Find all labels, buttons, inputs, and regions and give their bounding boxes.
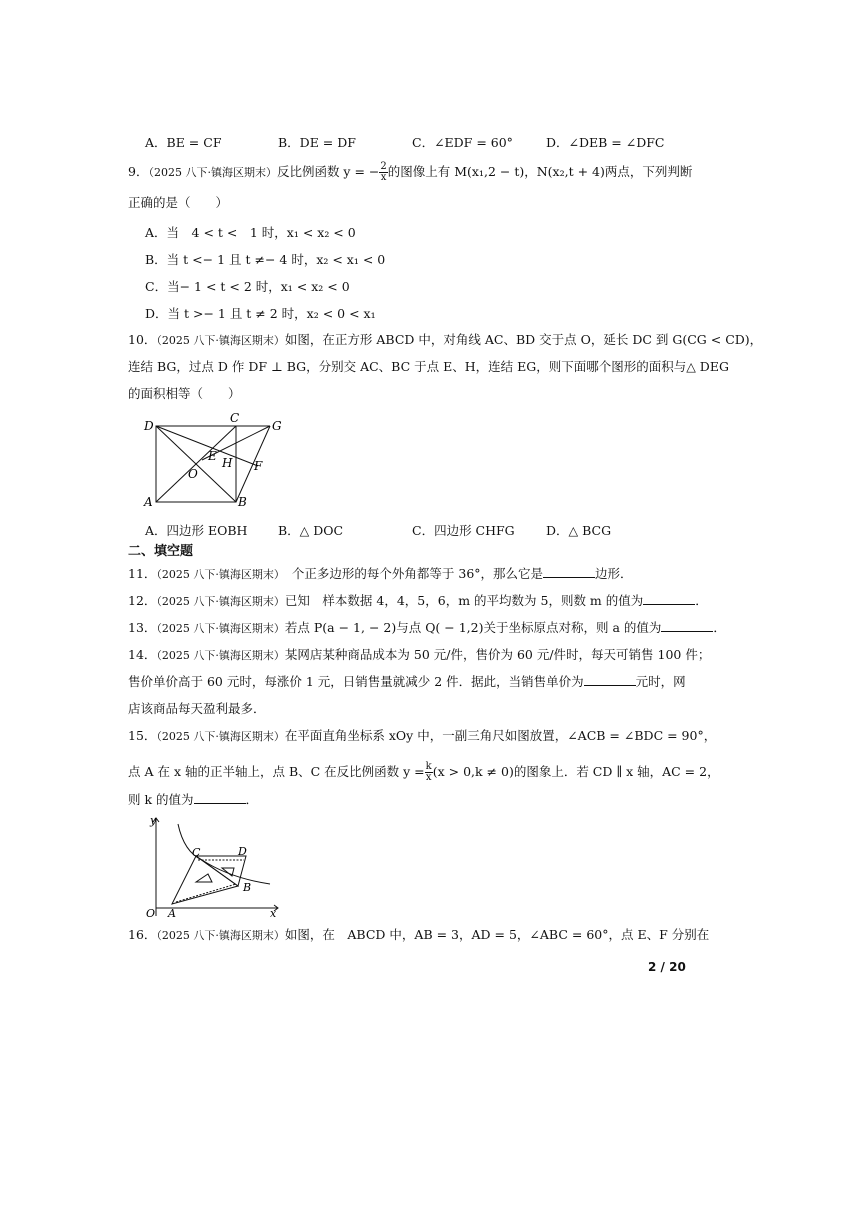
answer-blank <box>643 592 695 605</box>
q14-line-2: 售价单价高于 60 元时，每涨价 1 元，日销售量就减少 2 件．据此，当销售单价为 元时，网 <box>128 674 686 689</box>
question-source: （2025 八下·镇海区期末） <box>156 334 285 347</box>
q10-line-3: 的面积相等（ ） <box>128 386 241 401</box>
answer-blank <box>543 565 595 578</box>
q14-line-1: 14．（2025 八下·镇海区期末）某网店某种商品成本为 50 元/件，售价为 60 元/件时，每天可销售 100 件； <box>128 647 711 662</box>
label-b: B <box>238 495 247 509</box>
q10-option-b: B．△ DOC <box>278 523 344 538</box>
q15-line-3: 则 k 的值为 ． <box>128 792 259 807</box>
label-d: D <box>238 845 247 858</box>
q9-option-d: D．当 t >− 1 且 t ≠ 2 时，x₂ < 0 < x₁ <box>145 306 376 321</box>
q10-square-figure <box>140 410 290 510</box>
q9-line-1: 9．（2025 八下·镇海区期末）反比例函数 y = − $\frac{2}{x}$ 的图像上有 M(x₁,2 − t)，N(x₂,t + 4)两点，下列判断 <box>128 161 693 183</box>
label-h: H <box>222 456 233 470</box>
label-x: x <box>270 907 277 920</box>
q8-option-c: C．∠EDF = 60° <box>412 135 513 150</box>
label-g: G <box>272 419 282 433</box>
label-f: F <box>254 459 263 473</box>
q8-option-d: D．∠DEB = ∠DFC <box>546 135 665 150</box>
label-d: D <box>144 419 154 433</box>
q9-line-2: 正确的是（ ） <box>128 195 229 210</box>
section-heading: 二、填空题 <box>128 544 194 559</box>
q16-line: 16．（2025 八下·镇海区期末）如图，在 ABCD 中，AB = 3，AD = 5，∠ABC = 60°，点 E、F 分别在 <box>128 927 710 942</box>
label-c: C <box>230 411 240 425</box>
q9-option-a: A．当 4 < t < 1 时，x₁ < x₂ < 0 <box>145 225 356 240</box>
label-o: O <box>146 907 156 920</box>
q15-line-1: 15．（2025 八下·镇海区期末）在平面直角坐标系 xOy 中，一副三角尺如图放置，∠ACB = ∠BDC = 90°， <box>128 728 717 743</box>
question-source: （2025 八下·镇海区期末） <box>148 166 277 179</box>
label-o: O <box>188 467 198 481</box>
fraction: $\frac{2}{x}$ <box>380 161 387 183</box>
page-number: 2 / 20 <box>648 960 686 974</box>
fraction: $\frac{k}{x}$ <box>425 761 432 783</box>
q12-line: 12．（2025 八下·镇海区期末）已知 样本数据 4，4，5，6，m 的平均数为 5，则数 m 的值为 ． <box>128 593 708 608</box>
q10-option-a: A．四边形 EOBH <box>145 523 248 538</box>
label-b: B <box>243 881 252 894</box>
label-a: A <box>144 495 153 509</box>
q9-option-c: C．当− 1 < t < 2 时，x₁ < x₂ < 0 <box>145 279 350 294</box>
q10-option-d: D．△ BCG <box>546 523 612 538</box>
q8-option-b: B．DE = DF <box>278 135 356 150</box>
q9-option-b: B．当 t <− 1 且 t ≠− 4 时，x₂ < x₁ < 0 <box>145 252 386 267</box>
q14-line-3: 店该商品每天盈利最多． <box>128 701 266 716</box>
q10-option-c: C．四边形 CHFG <box>412 523 515 538</box>
label-c: C <box>192 846 201 859</box>
q15-line-2: 点 A 在 x 轴的正半轴上，点 B、C 在反比例函数 y = $\frac{k}{x}$ (x > 0,k ≠ 0)的图象上．若 CD ∥ x 轴，AC = 2， <box>128 761 720 783</box>
q8-option-a: A．BE = CF <box>145 135 222 150</box>
q11-line: 11．（2025 八下·镇海区期末） 个正多边形的每个外角都等于 36°，那么它是 边形． <box>128 566 633 581</box>
answer-blank <box>194 791 246 804</box>
answer-blank <box>584 673 636 686</box>
answer-blank <box>661 619 713 632</box>
q13-line: 13．（2025 八下·镇海区期末）若点 P(a − 1, − 2)与点 Q( − 1,2)关于坐标原点对称，则 a 的值为 ． <box>128 620 726 635</box>
label-a: A <box>168 907 176 920</box>
q10-line-1: 10．（2025 八下·镇海区期末）如图，在正方形 ABCD 中，对角线 AC、BD 交于点 O，延长 DC 到 G(CG < CD)， <box>128 332 763 347</box>
label-e: E <box>208 449 217 463</box>
label-y: y <box>150 814 157 827</box>
q10-line-2: 连结 BG，过点 D 作 DF ⊥ BG，分别交 AC、BC 于点 E、H，连结 EG，则下面哪个图形的面积与△ DEG <box>128 359 729 374</box>
q15-coordinate-figure <box>140 812 285 920</box>
